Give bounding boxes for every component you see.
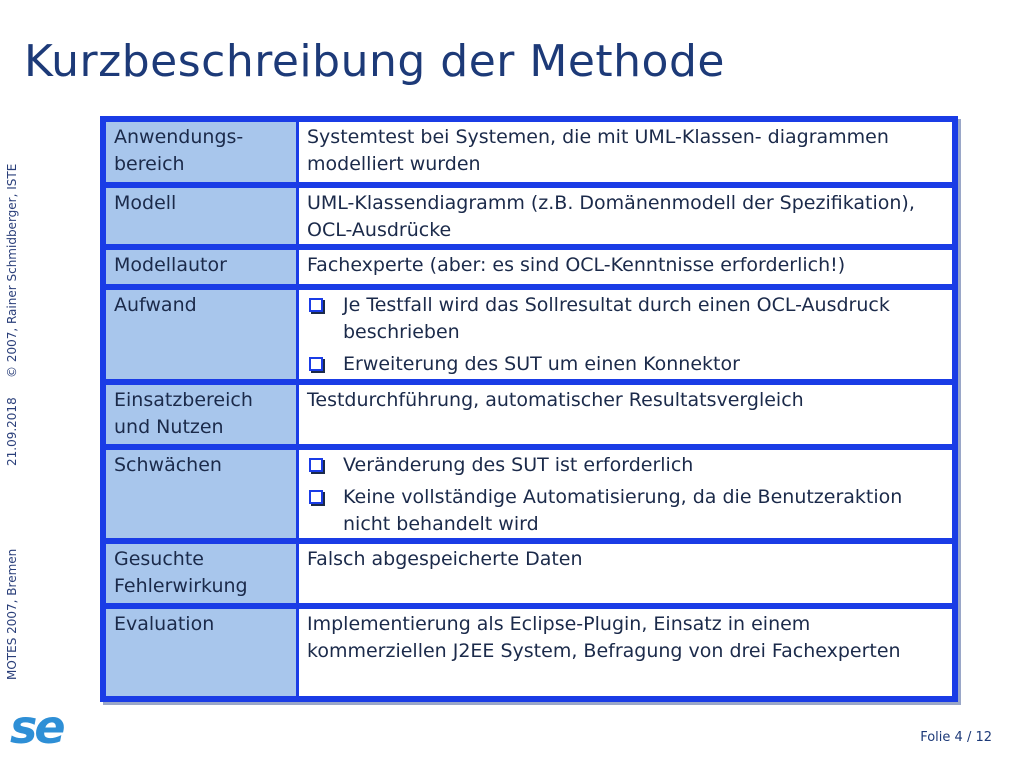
slide-title: Kurzbeschreibung der Methode [24, 36, 725, 87]
row-label: Evaluation [106, 609, 296, 696]
row-label: Gesuchte Fehlerwirkung [106, 544, 296, 603]
se-logo: se [10, 700, 63, 754]
side-conference: MOTES 2007, Bremen [5, 548, 19, 680]
bullet-item [307, 351, 944, 378]
row-label: Aufwand [106, 290, 296, 379]
checkbox-bullet-icon [309, 490, 323, 504]
table-row [106, 385, 952, 444]
checkbox-bullet-icon [309, 458, 323, 472]
slide-number: Folie 4 / 12 [920, 730, 992, 745]
table-row [106, 250, 952, 284]
row-content: UML-Klassendiagramm (z.B. Domänenmodell der Spezifikation), OCL-Ausdrücke [299, 188, 952, 244]
bullet-item [307, 484, 944, 538]
table-row [106, 290, 952, 379]
bullet-text: Veränderung des SUT ist erforderlich [343, 454, 694, 476]
table-row [106, 544, 952, 603]
row-label: Anwendungs- bereich [106, 122, 296, 182]
table-row [106, 122, 952, 182]
bullet-item [307, 452, 944, 479]
table-row [106, 609, 952, 696]
row-label: Modellautor [106, 250, 296, 284]
row-label: Schwächen [106, 450, 296, 538]
row-label: Modell [106, 188, 296, 244]
row-content: Testdurchführung, automatischer Resultatsvergleich [299, 385, 952, 444]
bullet-text: Keine vollständige Automatisierung, da die Benutzeraktion nicht behandelt wird [343, 486, 903, 535]
row-content: Fachexperte (aber: es sind OCL-Kenntnisse erforderlich!) [299, 250, 952, 284]
bullet-text: Erweiterung des SUT um einen Konnektor [343, 353, 740, 375]
bullet-item [307, 292, 944, 346]
side-copyright: © 2007, Rainer Schmidberger, ISTE [5, 163, 19, 378]
bullet-text: Je Testfall wird das Sollresultat durch einen OCL-Ausdruck beschrieben [343, 294, 890, 343]
table-row [106, 450, 952, 538]
row-content [299, 290, 952, 379]
row-content: Systemtest bei Systemen, die mit UML-Klassen- diagrammen modelliert wurden [299, 122, 952, 182]
row-content: Implementierung als Eclipse-Plugin, Einsatz in einem kommerziellen J2EE System, Befragung von drei Fachexperten [299, 609, 952, 696]
checkbox-bullet-icon [309, 357, 323, 371]
row-content: Falsch abgespeicherte Daten [299, 544, 952, 603]
row-label: Einsatzbereich und Nutzen [106, 385, 296, 444]
method-table [100, 116, 958, 702]
checkbox-bullet-icon [309, 298, 323, 312]
table-row [106, 188, 952, 244]
side-date: 21.09.2018 [5, 397, 19, 466]
row-content [299, 450, 952, 538]
